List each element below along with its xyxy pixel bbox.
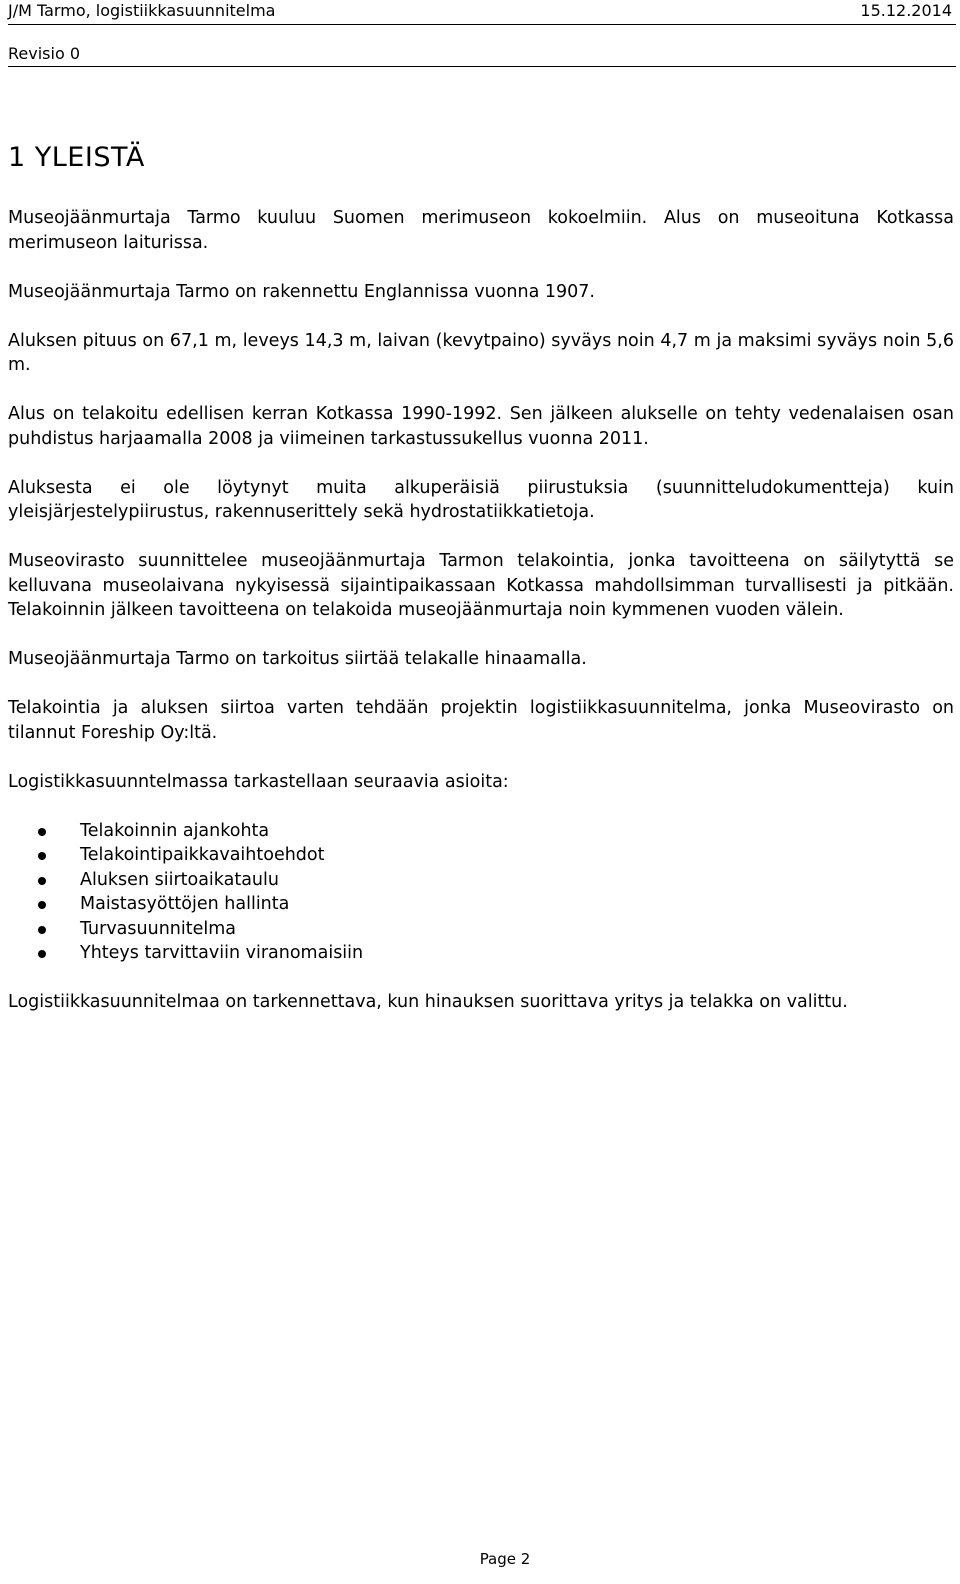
header-divider: [8, 24, 956, 25]
paragraph: Aluksen pituus on 67,1 m, leveys 14,3 m, laivan (kevytpaino) syväys noin 4,7 m ja maksimi syväys noin 5,6 m.: [8, 330, 954, 375]
header-date: 15.12.2014: [860, 1, 952, 20]
bullet-icon: [38, 877, 46, 885]
page-footer: [0, 1550, 960, 1568]
paragraph: Museojäänmurtaja Tarmo on rakennettu Englannissa vuonna 1907.: [8, 281, 595, 302]
body-text: [8, 206, 954, 1014]
header-title: J/M Tarmo, logistiikkasuunnitelma: [8, 1, 276, 20]
header-revision: Revisio 0: [8, 44, 80, 63]
paragraph: Alus on telakoitu edellisen kerran Kotkassa 1990-1992. Sen jälkeen alukselle on tehty vedenalaisen osan puhdistus harjaamalla 2008 ja viimeinen tarkastussukellus vuonna 2011.: [8, 404, 954, 449]
paragraph: Museojäänmurtaja Tarmo kuuluu Suomen merimuseon kokoelmiin. Alus on museoituna Kotkassa merimuseon laiturissa.: [8, 208, 954, 253]
list-item: [8, 819, 954, 844]
paragraph: Aluksesta ei ole löytynyt muita alkuperäisiä piirustuksia (suunnitteludokumentteja) kuin yleisjärjestelypiirustus, rakennuserittely sekä hydrostatiikkatietoja.: [8, 477, 954, 522]
list-item: [8, 868, 954, 893]
paragraph: Museojäänmurtaja Tarmo on tarkoitus siirtää telakalle hinaamalla.: [8, 649, 587, 669]
list-item-label: Maistasyöttöjen hallinta: [80, 894, 290, 914]
page-number: Page 2: [479, 1550, 531, 1568]
list-item-label: Yhteys tarvittaviin viranomaisiin: [80, 943, 364, 963]
list-item-label: Telakointipaikkavaihtoehdot: [80, 845, 325, 865]
list-item: [8, 892, 954, 917]
bullet-icon: [38, 901, 46, 909]
list-item: [8, 843, 954, 868]
bullet-icon: [38, 950, 46, 958]
list-item: [8, 941, 954, 966]
bullet-icon: [38, 926, 46, 934]
paragraph: Museovirasto suunnittelee museojäänmurtaja Tarmon telakointia, jonka tavoitteena on säilytyttä se kelluvana museolaivana nykyisessä sijaintipaikassaan Kotkassa mahdollsimman turvallisesti ja pitkään. Telakoinnin jälkeen tavoitteena on telakoida museojäänmurtaja noin kymmenen vuoden välein.: [8, 551, 954, 620]
list-item-label: Turvasuunnitelma: [80, 918, 237, 939]
closing-paragraph: Logistiikkasuunnitelmaa on tarkennettava, kun hinauksen suorittava yritys ja telakka on valittu.: [8, 991, 848, 1012]
header-divider-lower: [8, 66, 956, 67]
paragraph: Telakointia ja aluksen siirtoa varten tehdään projektin logistiikkasuunnitelma, jonka Museovirasto on tilannut Foreship Oy:ltä.: [8, 698, 954, 743]
bullet-icon: [38, 828, 46, 836]
list-item-label: Telakoinnin ajankohta: [80, 820, 270, 841]
bullet-icon: [38, 852, 46, 860]
list-item: [8, 917, 954, 942]
paragraph: Logistikkasuunntelmassa tarkastellaan seuraavia asioita:: [8, 771, 509, 792]
list-item-label: Aluksen siirtoaikataulu: [80, 869, 279, 890]
topic-list: [8, 819, 954, 966]
section-heading: 1 YLEISTÄ: [8, 142, 145, 173]
